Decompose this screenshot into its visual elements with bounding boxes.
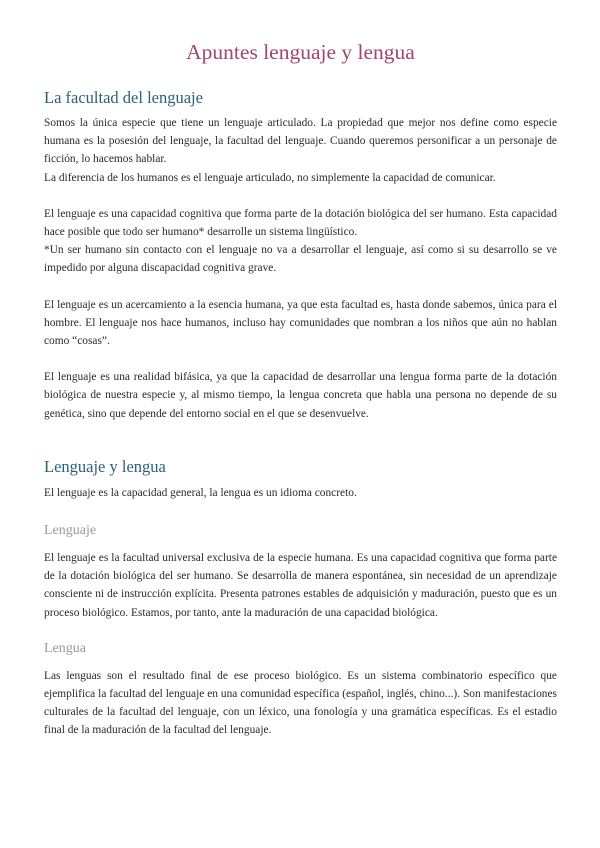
paragraph-gap bbox=[44, 187, 557, 205]
paragraph-intro: El lenguaje es la capacidad general, la lengua es un idioma concreto. bbox=[44, 486, 357, 499]
paragraph-footnote: *Un ser humano sin contacto con el lenguaje no va a desarrollar el lenguaje, así como si su desarrollo se ve impedido por alguna discapacidad cognitiva grave. bbox=[44, 244, 557, 275]
section-lenguaje-y-lengua bbox=[44, 457, 557, 740]
paragraph-bifasica: El lenguaje es una realidad bifásica, ya que la capacidad de desarrollar una lengua forma parte de la dotación biológica de nuestra especie y, al mismo tiempo, la lengua concreta que habla una persona no depende de su genética, sino que depende del entorno social en el que se desenvuelve. bbox=[44, 371, 557, 420]
paragraph-lenguaje: El lenguaje es la facultad universal exclusiva de la especie humana. Es una capacidad cognitiva que forma parte de la dotación biológica del ser humano. Se desarrolla de manera espontánea, sin necesidad de un aprendizaje consciente ni de instrucción explícita. Presenta patrones estables de adquisición y maduración, puesto que es un proceso biológico. Estamos, por tanto, ante la maduración de una capacidad biológica. bbox=[44, 552, 557, 619]
subheading-lenguaje: Lenguaje bbox=[44, 523, 97, 539]
paragraph-lengua: Las lenguas son el resultado final de ese proceso biológico. Es un sistema combinatorio específico que ejemplifica la facultad del lenguaje en una comunidad específica (español, inglés, chino...). Son manifestaciones culturales de la facultad del lenguaje, con un léxico, una fonología y una gramática específicas. Es el estadio final de la maduración de la facultad del lenguaje. bbox=[44, 669, 557, 737]
paragraph-esencia-humana: El lenguaje es un acercamiento a la esencia humana, ya que esta facultad es, hasta donde sabemos, única para el hombre. El lenguaje nos hace humanos, incluso hay comunidades que nombran a los niños que aún no hablan como “cosas”. bbox=[44, 298, 557, 348]
section-body bbox=[44, 114, 557, 423]
section-facultad-del-lenguaje bbox=[44, 88, 557, 423]
subheading-lengua: Lengua bbox=[44, 640, 86, 656]
section-heading-facultad: La facultad del lenguaje bbox=[44, 88, 203, 107]
paragraph-gap bbox=[44, 350, 557, 368]
paragraph-diferencia: La diferencia de los humanos es el lenguaje articulado, no simplemente la capacidad de comunicar. bbox=[44, 171, 496, 184]
paragraph-especie: Somos la única especie que tiene un lenguaje articulado. La propiedad que mejor nos define como especie humana es la posesión del lenguaje, la facultad del lenguaje. Cuando queremos personificar a un personaje de ficción, lo hacemos hablar. bbox=[44, 117, 557, 166]
paragraph-gap bbox=[44, 278, 557, 296]
section-heading-lenguaje-y-lengua: Lenguaje y lengua bbox=[44, 456, 166, 476]
document-title: Apuntes lenguaje y lengua bbox=[186, 40, 415, 64]
paragraph-capacidad-cognitiva: El lenguaje es una capacidad cognitiva que forma parte de la dotación biológica del ser humano. Esta capacidad hace posible que todo ser humano* desarrolle un sistema lingüístico. bbox=[44, 207, 557, 239]
